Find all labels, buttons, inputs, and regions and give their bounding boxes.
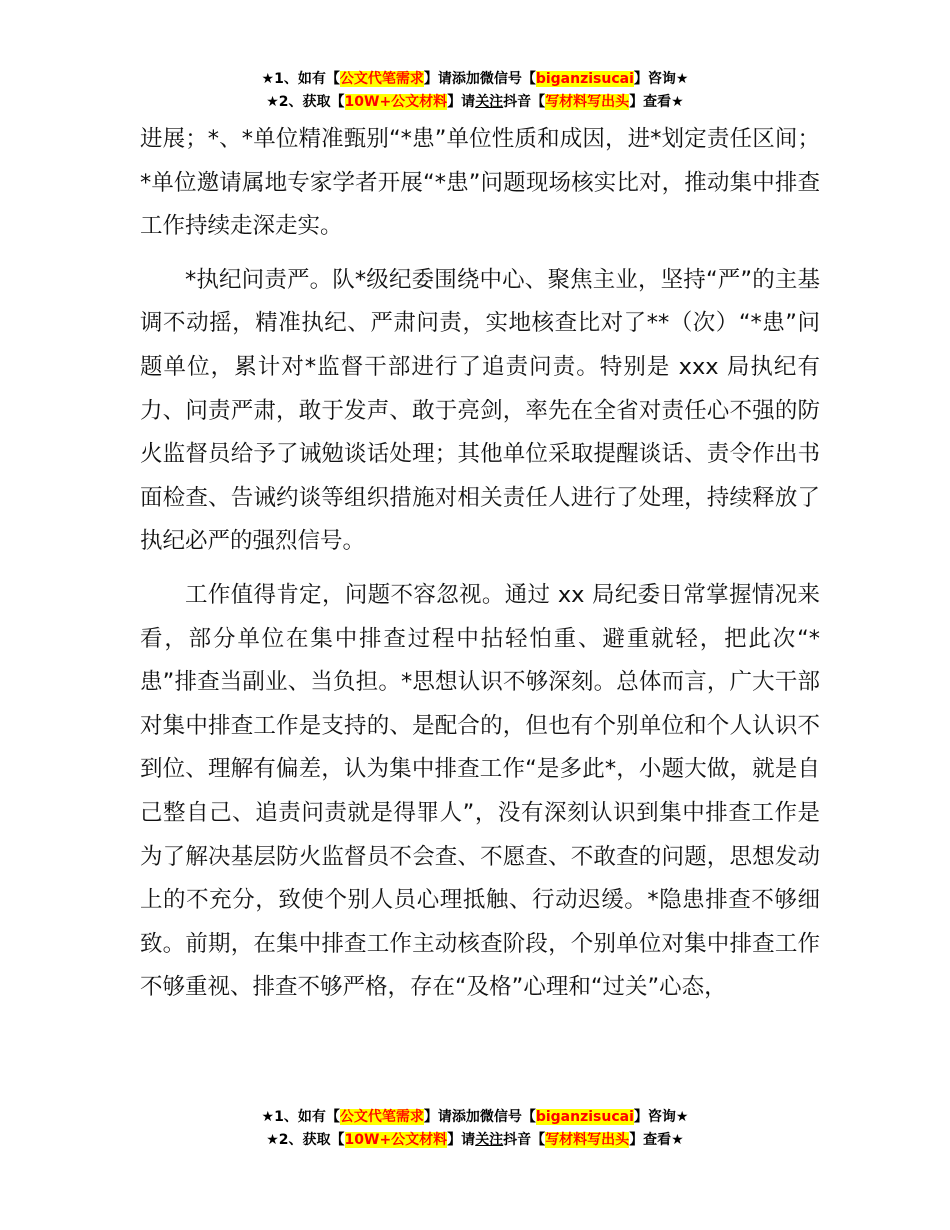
header-highlight-ghostwriting: 公文代笔需求 [339, 71, 424, 87]
footer-highlight-douyin: 写材料写出头 [545, 1132, 630, 1148]
paragraph-1: 进展；*、*单位精准甄别“*患”单位性质和成因，进*划定责任区间；*单位邀请属地专家学者开展“*患”问题现场核实比对，推动集中排查工作持续走深走实。 [140, 126, 820, 240]
header-follow-text: 关注 [475, 94, 504, 110]
document-body [140, 118, 820, 1010]
paragraph-3: 工作值得肯定，问题不容忽视。通过 xx 局纪委日常掌握情况来看，部分单位在集中排查过程中拈轻怕重、避重就轻，把此次“*患”排查当副业、当负担。*思想认识不够深刻。总体而言，广大干部对集中排查工作是支持的、是配合的，但也有个别单位和个人认识不到位、理解有偏差，认为集中排查工作“是多此*，小题大做，就是自己整自己、追责问责就是得罪人”，没有深刻认识到集中排查工作是为了解决基层防火监督员不会查、不愿查、不敢查的问题，思想发动上的不充分，致使个别人员心理抵触、行动迟缓。*隐患排查不够细致。前期，在集中排查工作主动核查阶段，个别单位对集中排查工作不够重视、排查不够严格，存在“及格”心理和“过关”心态， [140, 581, 820, 1001]
header-highlight-wechat-id: biganzisucai [535, 71, 634, 87]
footer-banner-line-2: ★2、获取【10W+公文材料】请关注抖音【写材料写出头】查看★ [266, 1132, 684, 1148]
paragraph-2: *执纪问责严。队*级纪委围绕中心、聚焦主业，坚持“严”的主基调不动摇，精准执纪、严肃问责，实地核查比对了**（次）“*患”问题单位，累计对*监督干部进行了追责问责。特别是 xxx 局执纪有力、问责严肃，敢于发声、敢于亮剑，率先在全省对责任心不强的防火监督员给予了诫勉谈话处理；其他单位采取提醒谈话、责令作出书面检查、告诫约谈等组织措施对相关责任人进行了处理，持续释放了执纪必严的强烈信号。 [140, 266, 820, 555]
header-highlight-materials: 10W+公文材料 [344, 94, 448, 110]
footer-highlight-wechat-id: biganzisucai [535, 1109, 634, 1125]
footer-highlight-ghostwriting: 公文代笔需求 [339, 1109, 424, 1125]
footer-banner-line-1: ★1、如有【公文代笔需求】请添加微信号【biganzisucai】咨询★ [261, 1109, 689, 1125]
footer-banner [0, 1106, 950, 1152]
footer-follow-text: 关注 [475, 1132, 504, 1148]
footer-highlight-materials: 10W+公文材料 [344, 1132, 448, 1148]
header-banner-line-1: ★1、如有【公文代笔需求】请添加微信号【biganzisucai】咨询★ [261, 71, 689, 87]
header-banner-line-2: ★2、获取【10W+公文材料】请关注抖音【写材料写出头】查看★ [266, 94, 684, 110]
header-banner [0, 68, 950, 114]
header-highlight-douyin: 写材料写出头 [545, 94, 630, 110]
